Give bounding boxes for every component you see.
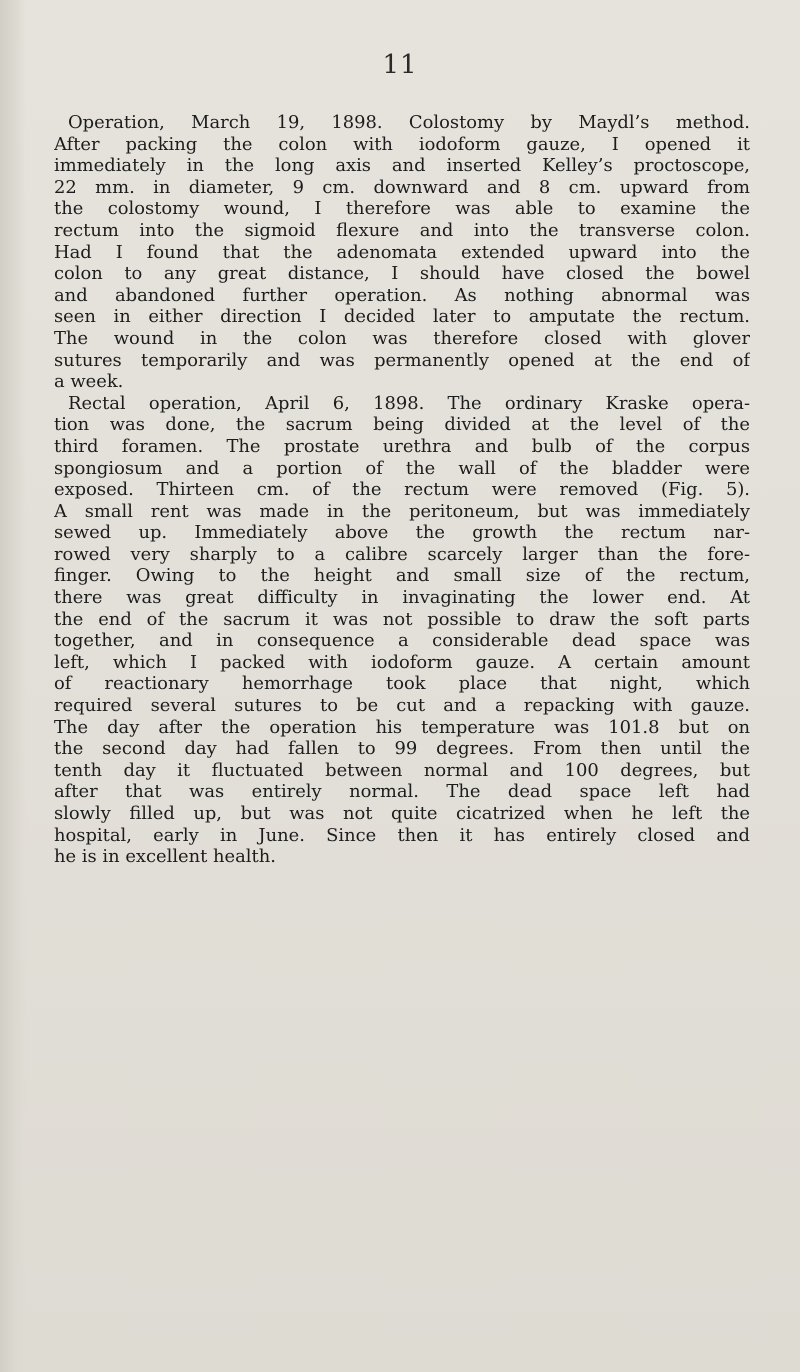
text-line: he is in excellent health.	[54, 846, 276, 868]
text-line: rowed very sharply to a calibre scarcely larger than the fore-	[54, 543, 750, 565]
page-gutter-shadow	[0, 0, 26, 1372]
text-line: required several sutures to be cut and a repacking with gauze.	[54, 695, 750, 717]
text-line: Rectal operation, April 6, 1898. The ordinary Kraske opera-	[68, 392, 750, 414]
text-line: finger. Owing to the height and small size of the rectum,	[54, 565, 750, 587]
text-line: The wound in the colon was therefore closed with glover	[54, 327, 750, 349]
text-line: hospital, early in June. Since then it has entirely closed and	[54, 824, 750, 846]
text-line: of reactionary hemorrhage took place that night, which	[54, 673, 750, 695]
text-line: colon to any great distance, I should have closed the bowel	[54, 263, 750, 285]
page-number: 11	[382, 50, 418, 80]
text-line: 22 mm. in diameter, 9 cm. downward and 8 cm. upward from	[54, 176, 750, 198]
text-line: left, which I packed with iodoform gauze. A certain amount	[54, 651, 750, 673]
paragraph-rectal-operation	[54, 393, 750, 868]
text-line: tion was done, the sacrum being divided at the level of the	[54, 414, 750, 436]
text-line: the second day had fallen to 99 degrees. From then until the	[54, 738, 750, 760]
text-line: sewed up. Immediately above the growth the rectum nar-	[54, 522, 750, 544]
text-line: After packing the colon with iodoform gauze, I opened it	[54, 133, 750, 155]
text-line: Had I found that the adenomata extended upward into the	[54, 241, 750, 263]
text-line: together, and in consequence a considerable dead space was	[54, 630, 750, 652]
text-line: sutures temporarily and was permanently opened at the end of	[54, 349, 750, 371]
text-line: rectum into the sigmoid flexure and into the transverse colon.	[54, 219, 750, 241]
text-line: a week.	[54, 371, 124, 393]
text-line: A small rent was made in the peritoneum, but was immediately	[54, 500, 750, 522]
text-line: there was great difficulty in invaginating the lower end. At	[54, 587, 750, 609]
text-line: the end of the sacrum it was not possible to draw the soft parts	[54, 608, 750, 630]
text-line: tenth day it fluctuated between normal and 100 degrees, but	[54, 759, 750, 781]
text-line: exposed. Thirteen cm. of the rectum were removed (Fig. 5).	[54, 479, 750, 501]
text-line: seen in either direction I decided later to amputate the rectum.	[54, 306, 750, 328]
text-line: The day after the operation his temperature was 101.8 but on	[54, 716, 750, 738]
body-text	[54, 112, 750, 868]
text-line: and abandoned further operation. As nothing abnormal was	[54, 284, 750, 306]
paragraph-colostomy	[54, 112, 750, 393]
text-line: spongiosum and a portion of the wall of the bladder were	[54, 457, 750, 479]
text-line: third foramen. The prostate urethra and bulb of the corpus	[54, 435, 750, 457]
text-line: the colostomy wound, I therefore was able to examine the	[54, 198, 750, 220]
text-line: Operation, March 19, 1898. Colostomy by Maydl’s method.	[68, 112, 750, 133]
text-line: immediately in the long axis and inserted Kelley’s proctoscope,	[54, 155, 750, 177]
text-line: after that was entirely normal. The dead space left had	[54, 781, 750, 803]
text-line: slowly filled up, but was not quite cicatrized when he left the	[54, 803, 750, 824]
